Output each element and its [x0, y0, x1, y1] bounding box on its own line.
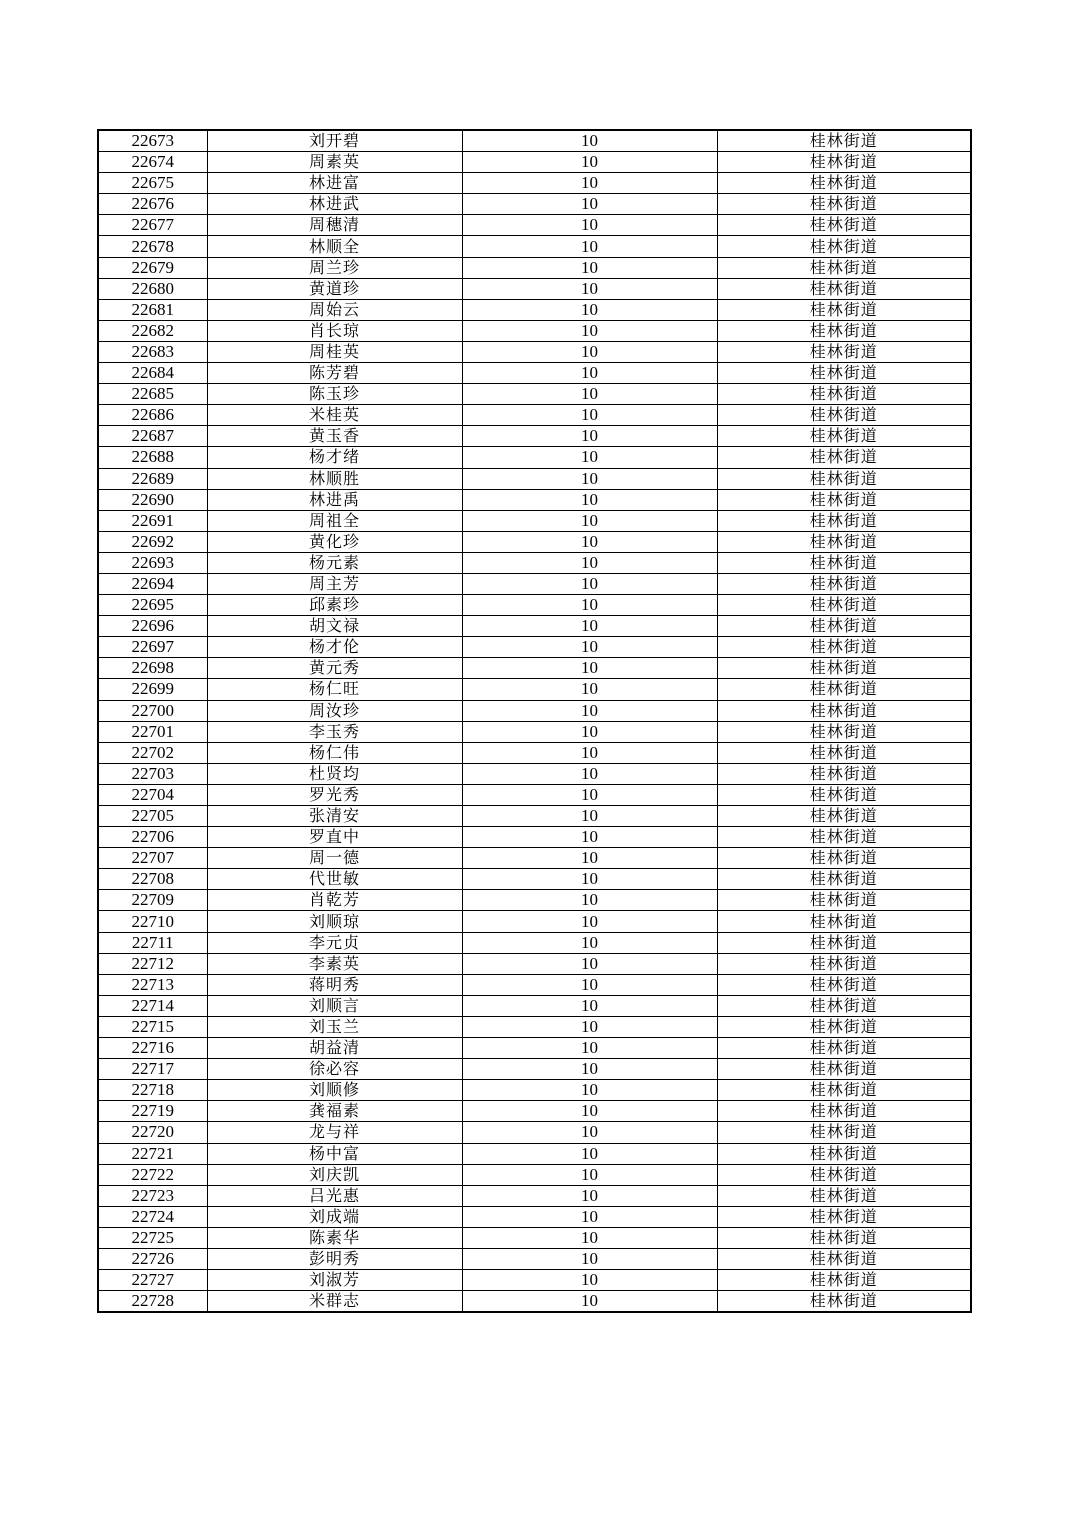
table-row: [98, 911, 971, 932]
row-number-cell: 22685: [98, 384, 207, 405]
table-row: [98, 278, 971, 299]
row-number-cell: 22725: [98, 1227, 207, 1248]
amount-cell: 10: [462, 890, 717, 911]
subdistrict-cell: 桂林街道: [717, 742, 971, 763]
amount-cell: 10: [462, 194, 717, 215]
amount-cell: 10: [462, 637, 717, 658]
subdistrict-cell: 桂林街道: [717, 1101, 971, 1122]
amount-cell: 10: [462, 130, 717, 152]
name-cell: 黄元秀: [207, 658, 462, 679]
row-number-cell: 22708: [98, 869, 207, 890]
amount-cell: 10: [462, 573, 717, 594]
amount-cell: 10: [462, 278, 717, 299]
subdistrict-cell: 桂林街道: [717, 637, 971, 658]
table-row: [98, 1080, 971, 1101]
subdistrict-cell: 桂林街道: [717, 194, 971, 215]
subdistrict-cell: 桂林街道: [717, 384, 971, 405]
row-number-cell: 22716: [98, 1038, 207, 1059]
name-cell: 陈玉珍: [207, 384, 462, 405]
table-row: [98, 468, 971, 489]
table-row: [98, 510, 971, 531]
row-number-cell: 22713: [98, 974, 207, 995]
table-row: [98, 552, 971, 573]
row-number-cell: 22706: [98, 827, 207, 848]
table-row: [98, 595, 971, 616]
amount-cell: 10: [462, 616, 717, 637]
subdistrict-cell: 桂林街道: [717, 1059, 971, 1080]
subdistrict-cell: 桂林街道: [717, 1143, 971, 1164]
subdistrict-cell: 桂林街道: [717, 1248, 971, 1269]
subdistrict-cell: 桂林街道: [717, 173, 971, 194]
amount-cell: 10: [462, 1122, 717, 1143]
amount-cell: 10: [462, 1185, 717, 1206]
amount-cell: 10: [462, 552, 717, 573]
subdistrict-cell: 桂林街道: [717, 468, 971, 489]
name-cell: 刘淑芳: [207, 1270, 462, 1291]
subdistrict-cell: 桂林街道: [717, 552, 971, 573]
row-number-cell: 22681: [98, 299, 207, 320]
row-number-cell: 22698: [98, 658, 207, 679]
name-cell: 刘顺言: [207, 995, 462, 1016]
amount-cell: 10: [462, 1164, 717, 1185]
name-cell: 林进富: [207, 173, 462, 194]
table-row: [98, 405, 971, 426]
amount-cell: 10: [462, 658, 717, 679]
table-row: [98, 173, 971, 194]
table-row: [98, 236, 971, 257]
table-row: [98, 1227, 971, 1248]
table-row: [98, 1038, 971, 1059]
name-cell: 胡文禄: [207, 616, 462, 637]
name-cell: 杨中富: [207, 1143, 462, 1164]
table-row: [98, 384, 971, 405]
name-cell: 邱素珍: [207, 595, 462, 616]
name-cell: 周汝珍: [207, 700, 462, 721]
amount-cell: 10: [462, 1227, 717, 1248]
table-row: [98, 426, 971, 447]
table-row: [98, 974, 971, 995]
name-cell: 杨元素: [207, 552, 462, 573]
table-row: [98, 1143, 971, 1164]
name-cell: 张清安: [207, 806, 462, 827]
subdistrict-cell: 桂林街道: [717, 152, 971, 173]
amount-cell: 10: [462, 426, 717, 447]
amount-cell: 10: [462, 827, 717, 848]
row-number-cell: 22674: [98, 152, 207, 173]
table-row: [98, 1059, 971, 1080]
amount-cell: 10: [462, 152, 717, 173]
name-cell: 林进武: [207, 194, 462, 215]
name-cell: 刘开碧: [207, 130, 462, 152]
name-cell: 陈芳碧: [207, 363, 462, 384]
row-number-cell: 22677: [98, 215, 207, 236]
name-cell: 陈素华: [207, 1227, 462, 1248]
table-row: [98, 721, 971, 742]
subdistrict-cell: 桂林街道: [717, 953, 971, 974]
amount-cell: 10: [462, 468, 717, 489]
amount-cell: 10: [462, 1270, 717, 1291]
row-number-cell: 22709: [98, 890, 207, 911]
amount-cell: 10: [462, 679, 717, 700]
subdistrict-cell: 桂林街道: [717, 869, 971, 890]
name-cell: 周一德: [207, 848, 462, 869]
table-row: [98, 763, 971, 784]
amount-cell: 10: [462, 1291, 717, 1313]
name-cell: 李玉秀: [207, 721, 462, 742]
amount-cell: 10: [462, 299, 717, 320]
subdistrict-cell: 桂林街道: [717, 1291, 971, 1313]
table-row: [98, 363, 971, 384]
amount-cell: 10: [462, 595, 717, 616]
subdistrict-cell: 桂林街道: [717, 806, 971, 827]
table-row: [98, 784, 971, 805]
subdistrict-cell: 桂林街道: [717, 130, 971, 152]
name-cell: 彭明秀: [207, 1248, 462, 1269]
subdistrict-cell: 桂林街道: [717, 721, 971, 742]
name-cell: 林顺胜: [207, 468, 462, 489]
table-row: [98, 1248, 971, 1269]
table-row: [98, 1122, 971, 1143]
name-cell: 米桂英: [207, 405, 462, 426]
name-cell: 胡益清: [207, 1038, 462, 1059]
subdistrict-cell: 桂林街道: [717, 848, 971, 869]
name-cell: 杨仁旺: [207, 679, 462, 700]
name-cell: 李素英: [207, 953, 462, 974]
name-cell: 黄道珍: [207, 278, 462, 299]
row-number-cell: 22721: [98, 1143, 207, 1164]
subdistrict-cell: 桂林街道: [717, 890, 971, 911]
table-row: [98, 1164, 971, 1185]
subdistrict-cell: 桂林街道: [717, 299, 971, 320]
subdistrict-cell: 桂林街道: [717, 1080, 971, 1101]
name-cell: 米群志: [207, 1291, 462, 1313]
amount-cell: 10: [462, 1059, 717, 1080]
name-cell: 刘顺修: [207, 1080, 462, 1101]
row-number-cell: 22727: [98, 1270, 207, 1291]
row-number-cell: 22712: [98, 953, 207, 974]
subdistrict-cell: 桂林街道: [717, 510, 971, 531]
subdistrict-cell: 桂林街道: [717, 784, 971, 805]
subdistrict-cell: 桂林街道: [717, 447, 971, 468]
subdistrict-cell: 桂林街道: [717, 215, 971, 236]
subdistrict-cell: 桂林街道: [717, 974, 971, 995]
table-row: [98, 130, 971, 152]
amount-cell: 10: [462, 320, 717, 341]
table-row: [98, 257, 971, 278]
subdistrict-cell: 桂林街道: [717, 679, 971, 700]
name-cell: 周主芳: [207, 573, 462, 594]
name-cell: 龚福素: [207, 1101, 462, 1122]
amount-cell: 10: [462, 1080, 717, 1101]
subdistrict-cell: 桂林街道: [717, 763, 971, 784]
amount-cell: 10: [462, 742, 717, 763]
table-row: [98, 1206, 971, 1227]
subdistrict-cell: 桂林街道: [717, 426, 971, 447]
subdistrict-cell: 桂林街道: [717, 573, 971, 594]
name-cell: 林顺全: [207, 236, 462, 257]
row-number-cell: 22707: [98, 848, 207, 869]
row-number-cell: 22718: [98, 1080, 207, 1101]
name-cell: 罗光秀: [207, 784, 462, 805]
subdistrict-cell: 桂林街道: [717, 700, 971, 721]
table-row: [98, 531, 971, 552]
row-number-cell: 22695: [98, 595, 207, 616]
subdistrict-cell: 桂林街道: [717, 320, 971, 341]
row-number-cell: 22715: [98, 1016, 207, 1037]
row-number-cell: 22683: [98, 341, 207, 362]
subdistrict-cell: 桂林街道: [717, 995, 971, 1016]
row-number-cell: 22680: [98, 278, 207, 299]
amount-cell: 10: [462, 911, 717, 932]
subdistrict-cell: 桂林街道: [717, 278, 971, 299]
subdistrict-cell: 桂林街道: [717, 341, 971, 362]
table-row: [98, 995, 971, 1016]
row-number-cell: 22711: [98, 932, 207, 953]
row-number-cell: 22678: [98, 236, 207, 257]
row-number-cell: 22728: [98, 1291, 207, 1313]
amount-cell: 10: [462, 721, 717, 742]
amount-cell: 10: [462, 1143, 717, 1164]
table-row: [98, 679, 971, 700]
row-number-cell: 22703: [98, 763, 207, 784]
table-row: [98, 616, 971, 637]
amount-cell: 10: [462, 806, 717, 827]
name-cell: 周穗清: [207, 215, 462, 236]
row-number-cell: 22691: [98, 510, 207, 531]
row-number-cell: 22697: [98, 637, 207, 658]
row-number-cell: 22723: [98, 1185, 207, 1206]
name-cell: 代世敏: [207, 869, 462, 890]
row-number-cell: 22690: [98, 489, 207, 510]
name-cell: 杜贤均: [207, 763, 462, 784]
table-row: [98, 1101, 971, 1122]
amount-cell: 10: [462, 173, 717, 194]
row-number-cell: 22676: [98, 194, 207, 215]
amount-cell: 10: [462, 932, 717, 953]
name-cell: 刘顺琼: [207, 911, 462, 932]
amount-cell: 10: [462, 236, 717, 257]
row-number-cell: 22726: [98, 1248, 207, 1269]
name-cell: 杨才伦: [207, 637, 462, 658]
row-number-cell: 22702: [98, 742, 207, 763]
name-cell: 周素英: [207, 152, 462, 173]
name-cell: 林进禹: [207, 489, 462, 510]
subdistrict-cell: 桂林街道: [717, 1185, 971, 1206]
table-row: [98, 341, 971, 362]
row-number-cell: 22675: [98, 173, 207, 194]
name-cell: 肖长琼: [207, 320, 462, 341]
subdistrict-cell: 桂林街道: [717, 827, 971, 848]
row-number-cell: 22689: [98, 468, 207, 489]
name-cell: 杨仁伟: [207, 742, 462, 763]
table-row: [98, 848, 971, 869]
name-cell: 刘玉兰: [207, 1016, 462, 1037]
subdistrict-cell: 桂林街道: [717, 531, 971, 552]
roster-table: [97, 129, 972, 1313]
subdistrict-cell: 桂林街道: [717, 932, 971, 953]
table-row: [98, 1185, 971, 1206]
amount-cell: 10: [462, 363, 717, 384]
name-cell: 李元贞: [207, 932, 462, 953]
amount-cell: 10: [462, 995, 717, 1016]
subdistrict-cell: 桂林街道: [717, 658, 971, 679]
table-row: [98, 869, 971, 890]
table-row: [98, 700, 971, 721]
row-number-cell: 22688: [98, 447, 207, 468]
subdistrict-cell: 桂林街道: [717, 911, 971, 932]
amount-cell: 10: [462, 215, 717, 236]
name-cell: 刘成端: [207, 1206, 462, 1227]
table-row: [98, 1270, 971, 1291]
subdistrict-cell: 桂林街道: [717, 1270, 971, 1291]
amount-cell: 10: [462, 1038, 717, 1059]
amount-cell: 10: [462, 447, 717, 468]
amount-cell: 10: [462, 763, 717, 784]
name-cell: 吕光惠: [207, 1185, 462, 1206]
amount-cell: 10: [462, 1101, 717, 1122]
subdistrict-cell: 桂林街道: [717, 1164, 971, 1185]
row-number-cell: 22701: [98, 721, 207, 742]
row-number-cell: 22693: [98, 552, 207, 573]
name-cell: 罗直中: [207, 827, 462, 848]
subdistrict-cell: 桂林街道: [717, 1038, 971, 1059]
name-cell: 龙与祥: [207, 1122, 462, 1143]
row-number-cell: 22692: [98, 531, 207, 552]
row-number-cell: 22720: [98, 1122, 207, 1143]
amount-cell: 10: [462, 489, 717, 510]
table-row: [98, 152, 971, 173]
amount-cell: 10: [462, 869, 717, 890]
amount-cell: 10: [462, 953, 717, 974]
table-row: [98, 953, 971, 974]
table-row: [98, 573, 971, 594]
amount-cell: 10: [462, 1016, 717, 1037]
name-cell: 刘庆凯: [207, 1164, 462, 1185]
row-number-cell: 22682: [98, 320, 207, 341]
table-row: [98, 827, 971, 848]
table-row: [98, 742, 971, 763]
amount-cell: 10: [462, 974, 717, 995]
subdistrict-cell: 桂林街道: [717, 1122, 971, 1143]
name-cell: 肖乾芳: [207, 890, 462, 911]
row-number-cell: 22719: [98, 1101, 207, 1122]
subdistrict-cell: 桂林街道: [717, 236, 971, 257]
amount-cell: 10: [462, 341, 717, 362]
subdistrict-cell: 桂林街道: [717, 489, 971, 510]
row-number-cell: 22696: [98, 616, 207, 637]
amount-cell: 10: [462, 384, 717, 405]
amount-cell: 10: [462, 1206, 717, 1227]
row-number-cell: 22684: [98, 363, 207, 384]
table-row: [98, 637, 971, 658]
table-row: [98, 215, 971, 236]
name-cell: 周祖全: [207, 510, 462, 531]
subdistrict-cell: 桂林街道: [717, 595, 971, 616]
row-number-cell: 22717: [98, 1059, 207, 1080]
table-row: [98, 194, 971, 215]
table-row: [98, 447, 971, 468]
amount-cell: 10: [462, 784, 717, 805]
amount-cell: 10: [462, 405, 717, 426]
row-number-cell: 22700: [98, 700, 207, 721]
subdistrict-cell: 桂林街道: [717, 363, 971, 384]
name-cell: 黄玉香: [207, 426, 462, 447]
row-number-cell: 22705: [98, 806, 207, 827]
subdistrict-cell: 桂林街道: [717, 1016, 971, 1037]
row-number-cell: 22694: [98, 573, 207, 594]
amount-cell: 10: [462, 510, 717, 531]
amount-cell: 10: [462, 257, 717, 278]
roster-table-body: [98, 130, 971, 1312]
name-cell: 周桂英: [207, 341, 462, 362]
row-number-cell: 22710: [98, 911, 207, 932]
row-number-cell: 22679: [98, 257, 207, 278]
amount-cell: 10: [462, 531, 717, 552]
row-number-cell: 22714: [98, 995, 207, 1016]
row-number-cell: 22673: [98, 130, 207, 152]
table-row: [98, 806, 971, 827]
row-number-cell: 22722: [98, 1164, 207, 1185]
subdistrict-cell: 桂林街道: [717, 1206, 971, 1227]
row-number-cell: 22704: [98, 784, 207, 805]
table-row: [98, 658, 971, 679]
amount-cell: 10: [462, 700, 717, 721]
amount-cell: 10: [462, 848, 717, 869]
row-number-cell: 22699: [98, 679, 207, 700]
table-row: [98, 1291, 971, 1313]
subdistrict-cell: 桂林街道: [717, 405, 971, 426]
table-row: [98, 890, 971, 911]
name-cell: 周兰珍: [207, 257, 462, 278]
name-cell: 徐必容: [207, 1059, 462, 1080]
row-number-cell: 22724: [98, 1206, 207, 1227]
subdistrict-cell: 桂林街道: [717, 1227, 971, 1248]
row-number-cell: 22686: [98, 405, 207, 426]
row-number-cell: 22687: [98, 426, 207, 447]
subdistrict-cell: 桂林街道: [717, 616, 971, 637]
table-row: [98, 320, 971, 341]
name-cell: 周始云: [207, 299, 462, 320]
subdistrict-cell: 桂林街道: [717, 257, 971, 278]
name-cell: 杨才绪: [207, 447, 462, 468]
table-row: [98, 489, 971, 510]
amount-cell: 10: [462, 1248, 717, 1269]
name-cell: 蒋明秀: [207, 974, 462, 995]
table-row: [98, 932, 971, 953]
name-cell: 黄化珍: [207, 531, 462, 552]
table-row: [98, 1016, 971, 1037]
table-row: [98, 299, 971, 320]
